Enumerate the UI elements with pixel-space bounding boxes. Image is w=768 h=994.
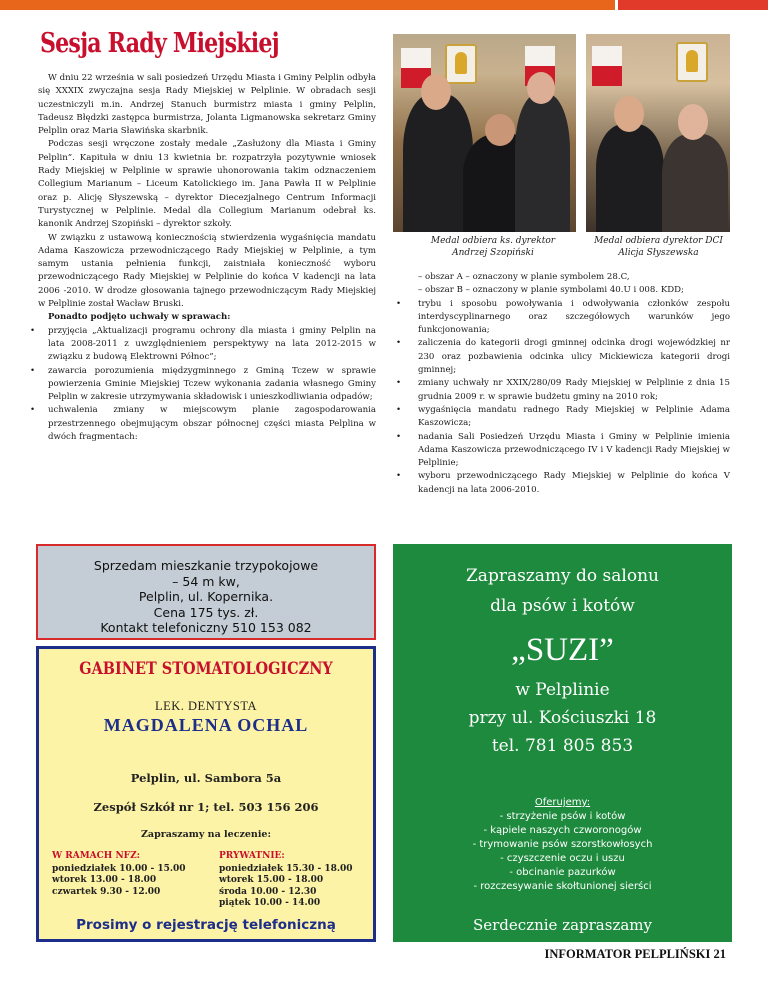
photo-caption: Medal odbiera dyrektor DCI Alicja Słyszewska xyxy=(594,236,723,258)
ad-pet-salon xyxy=(393,544,732,942)
ad-line: Cena 175 tys. zł. xyxy=(153,604,259,620)
offer-item: - kąpiele naszych czworonogów xyxy=(483,825,642,836)
hours-row: piątek 10.00 - 14.00 xyxy=(219,898,321,909)
top-bar-red xyxy=(618,0,768,10)
polish-flag-icon xyxy=(592,46,622,86)
hours-row: wtorek 13.00 - 18.00 xyxy=(52,875,157,886)
person-figure xyxy=(662,134,728,232)
person-head xyxy=(421,74,451,110)
ad-apartment-sale xyxy=(36,544,376,640)
ad-dentist-invite: Zapraszamy na leczenie: xyxy=(141,829,271,840)
person-head xyxy=(485,114,515,146)
emblem-icon xyxy=(676,42,708,82)
ad-dentist-name: MAGDALENA OCHAL xyxy=(103,715,309,735)
hours-row: poniedziałek 15.30 - 18.00 xyxy=(219,863,353,874)
article-paragraph: Podczas sesji wręczone zostały medale „Zasłużony dla Miasta i Gminy Pelplin”. Kapituła w dniu 13 kwietnia br. rozpatrzyła pozytywnie wniosek Rady Miejskiej w Pelplinie w sprawie uhonorowania takim odznaczeniem Collegium Marianum – Liceum Katolickiego im. Jana Pawła II w Pelplinie oraz p. Alicję Słyszewską – dyrektor Diecezjalnego Centrum Informacji Turystycznej w Pelplinie. Medal dla Collegium Marianum odebrał ks. kanonik Andrzej Szopiński – dyrektor szkoły. xyxy=(38,139,376,230)
page-footer: INFORMATOR PELPLIŃSKI 21 xyxy=(544,947,726,961)
offer-item: - strzyżenie psów i kotów xyxy=(499,811,626,822)
ad-salon-name: „SUZI” xyxy=(511,632,614,668)
ad-dentist-registration: Prosimy o rejestrację telefoniczną xyxy=(76,917,336,933)
list-item: • uchwalenia zmiany w miejscowym planie zagospodarowania przestrzennego obejmującym obszar północnej części miasta Pelplina w dwóch fragmentach: xyxy=(38,404,376,444)
ad-salon-address: przy ul. Kościuszki 18 xyxy=(468,708,657,728)
resolutions-list xyxy=(408,298,730,497)
ad-line: Sprzedam mieszkanie trzypokojowe xyxy=(93,558,319,573)
hours-row: poniedziałek 10.00 - 15.00 xyxy=(52,863,186,874)
article-paragraph: W dniu 22 września w sali posiedzeń Urzędu Miasta i Gminy Pelplin odbyła się XXXIX zwyczajna sesja Rady Miejskiej w Pelplinie. W obradach sesji uczestniczyli m.in. Andrzej Stanuch burmistrz miasta i gminy Pelplin, Tadeusz Błędzki zastępca burmistrza, Jolanta Ligmanowska sekretarz Gminy Pelplin oraz Maria Sławińska skarbnik. xyxy=(38,73,376,137)
list-item: • zaliczenia do kategorii drogi gminnej odcinka drogi wojewódzkiej nr 230 oraz pozbawienia odcinka ulicy Mickiewicza kategorii drogi gminnej; xyxy=(408,337,730,377)
offer-header: Oferujemy: xyxy=(534,797,591,808)
article-body xyxy=(38,72,376,444)
photo-medal-szopinski xyxy=(393,34,576,232)
ad-dentist xyxy=(36,646,376,942)
top-color-bar xyxy=(0,0,768,10)
article-line: – obszar B – oznaczony w planie symbolami 40.U i 008. KDD; xyxy=(418,285,684,296)
ad-line: – 54 m kw, xyxy=(172,573,240,589)
photo-medal-slyszewska xyxy=(586,34,730,232)
ad-dentist-nfz-hours xyxy=(52,851,186,898)
person-head xyxy=(527,72,555,104)
ad-line: Pelplin, ul. Kopernika. xyxy=(138,589,274,604)
nfz-header: W RAMACH NFZ: xyxy=(52,851,140,861)
list-item: • zawarcia porozumienia międzygminnego z Gminą Tczew w sprawie powierzenia Gminie Miejskiej Tczew wykonania zadania własnego Gminy Pelplin w zakresie utrzymywania składowisk i unieszkodliwiania odpadów; xyxy=(38,365,376,405)
ad-dentist-role: LEK. DENTYSTA xyxy=(154,699,257,713)
list-item: • wyboru przewodniczącego Rady Miejskiej w Pelplinie do końca V kadencji na lata 2006-2010. xyxy=(408,470,730,497)
hours-row: wtorek 15.00 - 18.00 xyxy=(219,875,324,886)
ad-line: Kontakt telefoniczny 510 153 082 xyxy=(100,620,312,635)
ad-dentist-title: GABINET STOMATOLOGICZNY xyxy=(79,659,333,679)
list-item: • zmiany uchwały nr XXIX/280/09 Rady Miejskiej w Pelplinie z dnia 15 grudnia 2009 r. w sprawie budżetu gminy na 2010 rok; xyxy=(408,377,730,404)
list-item: • wygaśnięcia mandatu radnego Rady Miejskiej w Pelplinie Adama Kaszowicza; xyxy=(408,404,730,431)
list-item: • przyjęcia „Aktualizacji programu ochrony dla miasta i gminy Pelplin na lata 2008-2011 z uwzględnieniem perspektywy na lata 2012-2015 w związku z budową Elektrowni Północ”; xyxy=(38,325,376,365)
ad-dentist-address: Pelplin, ul. Sambora 5a xyxy=(130,771,282,785)
list-item: • nadania Sali Posiedzeń Urzędu Miasta i Gminy w Pelplinie imienia Adama Kaszowicza przewodniczącego IV i V kadencji Rady Miejskiej w Pelplinie; xyxy=(408,431,730,471)
hours-row: środa 10.00 - 12.30 xyxy=(219,886,317,897)
private-header: PRYWATNIE: xyxy=(219,851,285,861)
person-head xyxy=(614,96,644,132)
offer-item: - czyszczenie oczu i uszu xyxy=(500,853,625,864)
ad-salon-line: dla psów i kotów xyxy=(490,596,635,616)
ad-salon-offer xyxy=(393,796,732,894)
person-figure xyxy=(515,94,570,232)
person-figure xyxy=(596,124,664,232)
ad-dentist-school: Zespół Szkół nr 1; tel. 503 156 206 xyxy=(93,800,319,814)
ad-salon-line: Zapraszamy do salonu xyxy=(466,566,659,586)
ad-salon-closing: Serdecznie zapraszamy xyxy=(472,916,652,934)
list-item: • trybu i sposobu powoływania i odwoływania członków zespołu interdyscyplinarnego oraz szczegółowych warunków jego funkcjonowania; xyxy=(408,298,730,338)
hours-row: czwartek 9.30 - 12.00 xyxy=(52,886,161,897)
ad-salon-line: w Pelplinie xyxy=(515,680,610,700)
resolutions-list xyxy=(38,325,376,445)
person-head xyxy=(678,104,708,140)
article-line: – obszar A – oznaczony w planie symbolem 28.C, xyxy=(418,272,630,282)
article-body-continued xyxy=(408,271,730,497)
photo-caption: Medal odbiera ks. dyrektor Andrzej Szopiński xyxy=(430,236,556,258)
article-paragraph: W związku z ustawową koniecznością stwierdzenia wygaśnięcia mandatu Adama Kaszowicza przewodniczącego Rady Miejskiej w Pelplinie, a tym samym ustania pełnienia funkcji, zaistniała konieczność wyboru przewodniczącego Rady Miejskiej w Pelplinie do końca V kadencji na lata 2006 -2010. W drodze głosowania tajnego przewodniczącym Rady Miejskiej w Pelplinie został Wacław Bruski. xyxy=(38,232,376,310)
top-bar-orange xyxy=(0,0,615,10)
offer-item: - obcinanie pazurków xyxy=(509,867,616,878)
ad-dentist-private-hours xyxy=(219,851,353,910)
offer-item: - trymowanie psów szorstkowłosych xyxy=(472,839,653,850)
offer-item: - rozczesywanie skołtunionej sierści xyxy=(473,881,652,892)
article-title: Sesja Rady Miejskiej xyxy=(40,28,279,59)
article-paragraph: Ponadto podjęto uchwały w sprawach: xyxy=(48,312,231,323)
ad-salon-phone: tel. 781 805 853 xyxy=(491,736,634,756)
emblem-icon xyxy=(445,44,477,84)
